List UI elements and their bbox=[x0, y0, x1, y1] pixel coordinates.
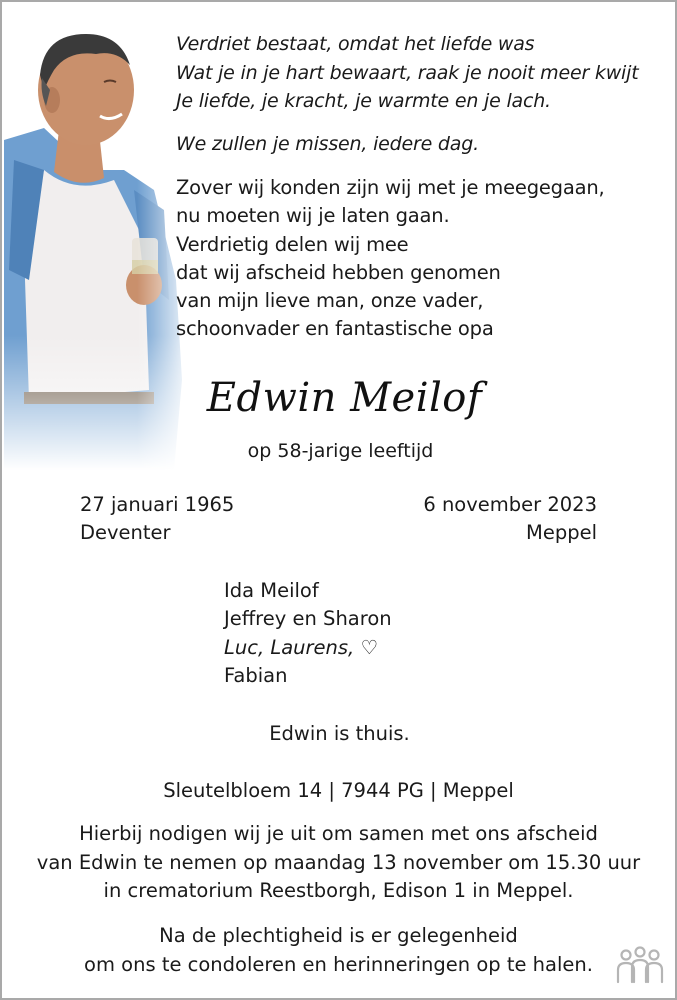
home-text: Edwin is thuis. bbox=[269, 722, 410, 745]
birth-info bbox=[80, 491, 234, 547]
birth-place: Deventer bbox=[80, 521, 171, 544]
birth-date: 27 januari 1965 bbox=[80, 493, 235, 516]
heart-icon: ♡ bbox=[360, 635, 378, 659]
family-member: Ida Meilof bbox=[224, 579, 319, 602]
address-text: Sleutelbloem 14 | 7944 PG | Meppel bbox=[163, 779, 514, 802]
poem-line: Verdriet bestaat, omdat het liefde was bbox=[176, 33, 535, 55]
announcement-line: nu moeten wij je laten gaan. bbox=[176, 204, 450, 228]
poem-line: Je liefde, je kracht, je warmte en je lach. bbox=[176, 90, 551, 112]
death-info bbox=[423, 491, 597, 547]
home-line bbox=[2, 720, 675, 749]
announcement-line: Zover wij konden zijn wij met je meegegaan, bbox=[176, 176, 605, 199]
closing-line: Na de plechtigheid is er gelegenheid bbox=[159, 924, 518, 947]
announcement-line: van mijn lieve man, onze vader, bbox=[176, 289, 484, 313]
announcement-text bbox=[176, 174, 666, 344]
death-date: 6 november 2023 bbox=[423, 493, 597, 516]
people-group-icon bbox=[615, 946, 665, 984]
grandchildren-names: Luc, Laurens, bbox=[224, 635, 361, 659]
deceased-name: Edwin Meilof bbox=[206, 375, 483, 421]
death-place: Meppel bbox=[526, 521, 597, 544]
invitation-line: Hierbij nodigen wij je uit om samen met ons afscheid bbox=[79, 822, 598, 845]
closing-line: om ons te condoleren en herinneringen op te halen. bbox=[84, 952, 593, 976]
address-line bbox=[2, 777, 675, 806]
announcement-line: dat wij afscheid hebben genomen bbox=[176, 260, 501, 284]
family-list bbox=[224, 577, 392, 690]
announcement-line: schoonvader en fantastische opa bbox=[176, 317, 494, 341]
poem bbox=[176, 30, 666, 116]
invitation-text bbox=[2, 820, 675, 906]
family-member: Jeffrey en Sharon bbox=[224, 607, 392, 631]
grandchildren-line bbox=[224, 634, 392, 662]
family-member: Fabian bbox=[224, 663, 288, 687]
invitation-line: van Edwin te nemen op maandag 13 november om 15.30 uur bbox=[36, 850, 641, 874]
age-line: op 58-jarige leeftijd bbox=[247, 440, 434, 462]
invitation-line: in crematorium Reestborgh, Edison 1 in Meppel. bbox=[103, 879, 574, 902]
announcement-line: Verdrietig delen wij mee bbox=[176, 232, 409, 256]
closing-text bbox=[2, 922, 675, 979]
poem-line: Wat je in je hart bewaart, raak je nooit meer kwijt bbox=[176, 61, 639, 84]
miss-line: We zullen je missen, iedere dag. bbox=[176, 133, 479, 155]
